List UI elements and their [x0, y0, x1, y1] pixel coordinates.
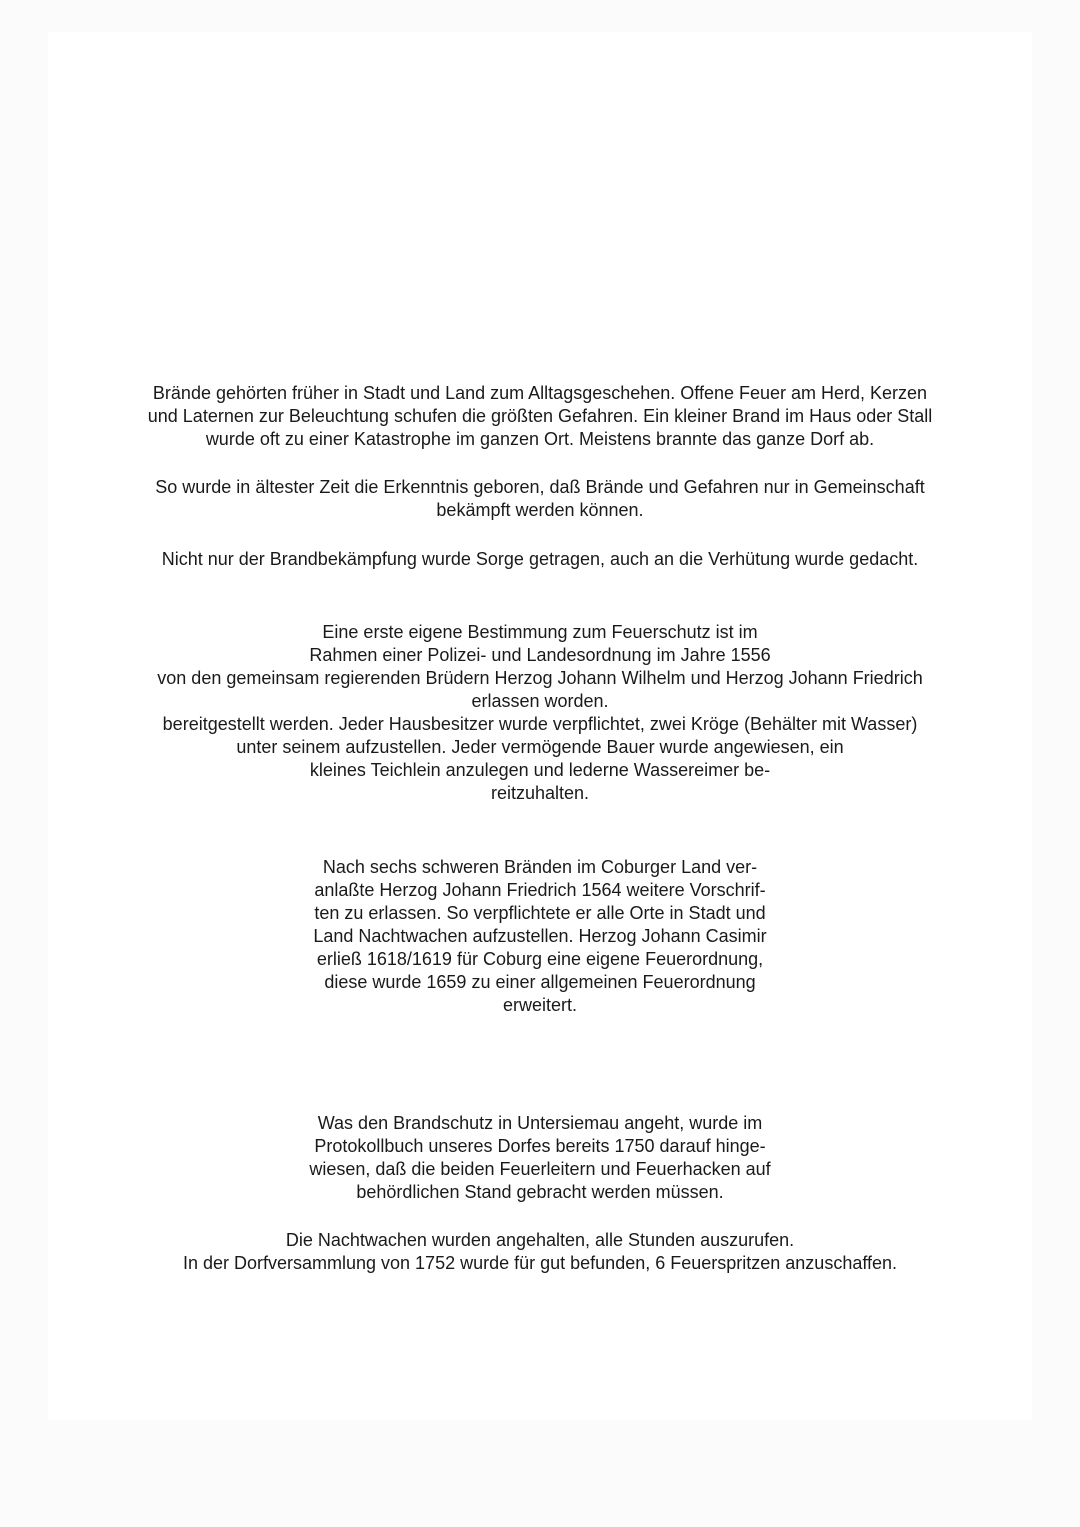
text-line: erlassen worden. [471, 691, 609, 711]
paragraph-nachtwachen-1752 [0, 1229, 1080, 1275]
text-line: Rahmen einer Polizei- und Landesordnung im Jahre 1556 [309, 645, 771, 665]
text-line: erweitert. [502, 995, 578, 1015]
text-line: anlaßte Herzog Johann Friedrich 1564 weitere Vorschrif- [314, 880, 766, 900]
text-line: diese wurde 1659 zu einer allgemeinen Feuerordnung [324, 972, 756, 992]
text-line: Land Nachtwachen aufzustellen. Herzog Johann Casimir [313, 926, 767, 946]
text-line: In der Dorfversammlung von 1752 wurde für gut befunden, 6 Feuerspritzen anzuschaffen. [182, 1253, 898, 1273]
text-line: Was den Brandschutz in Untersiemau angeht, wurde im [317, 1113, 763, 1133]
text-line: Nach sechs schweren Bränden im Coburger Land ver- [322, 857, 758, 877]
paragraph-verhuetung [0, 548, 1080, 571]
text-line: behördlichen Stand gebracht werden müssen. [356, 1182, 724, 1202]
text-line: Nicht nur der Brandbekämpfung wurde Sorge getragen, auch an die Verhütung wurde gedacht. [161, 549, 919, 569]
text-line: Die Nachtwachen wurden angehalten, alle Stunden auszurufen. [285, 1230, 795, 1250]
text-line: bereitgestellt werden. Jeder Hausbesitzer wurde verpflichtet, zwei Kröge (Behälter mit Wasser) [162, 714, 918, 734]
text-line: und Laternen zur Beleuchtung schufen die größten Gefahren. Ein kleiner Brand im Haus oder Stall [147, 406, 933, 426]
text-line: wurde oft zu einer Katastrophe im ganzen Ort. Meistens brannte das ganze Dorf ab. [205, 429, 875, 449]
text-line: wiesen, daß die beiden Feuerleitern und Feuerhacken auf [309, 1159, 771, 1179]
text-line: kleines Teichlein anzulegen und lederne Wassereimer be- [309, 760, 771, 780]
paragraph-bestimmung-1556 [0, 621, 1080, 805]
paragraph-gemeinschaft [0, 476, 1080, 522]
text-line: So wurde in ältester Zeit die Erkenntnis geboren, daß Brände und Gefahren nur in Gemeinschaft [155, 477, 925, 497]
text-line: Eine erste eigene Bestimmung zum Feuerschutz ist im [322, 622, 758, 642]
text-line: bekämpft werden können. [436, 500, 644, 520]
text-line: Brände gehörten früher in Stadt und Land zum Alltagsgeschehen. Offene Feuer am Herd, Kerzen [152, 383, 928, 403]
text-line: ten zu erlassen. So verpflichtete er alle Orte in Stadt und [314, 903, 766, 923]
text-line: von den gemeinsam regierenden Brüdern Herzog Johann Wilhelm und Herzog Johann Friedrich [157, 668, 923, 688]
text-line: erließ 1618/1619 für Coburg eine eigene Feuerordnung, [316, 949, 764, 969]
paragraph-intro [0, 382, 1080, 451]
paragraph-untersiemau [0, 1112, 1080, 1204]
paragraph-brande-coburg [0, 856, 1080, 1017]
text-line: Protokollbuch unseres Dorfes bereits 1750 darauf hinge- [314, 1136, 766, 1156]
text-line: reitzuhalten. [490, 783, 590, 803]
text-line: unter seinem aufzustellen. Jeder vermögende Bauer wurde angewiesen, ein [236, 737, 844, 757]
